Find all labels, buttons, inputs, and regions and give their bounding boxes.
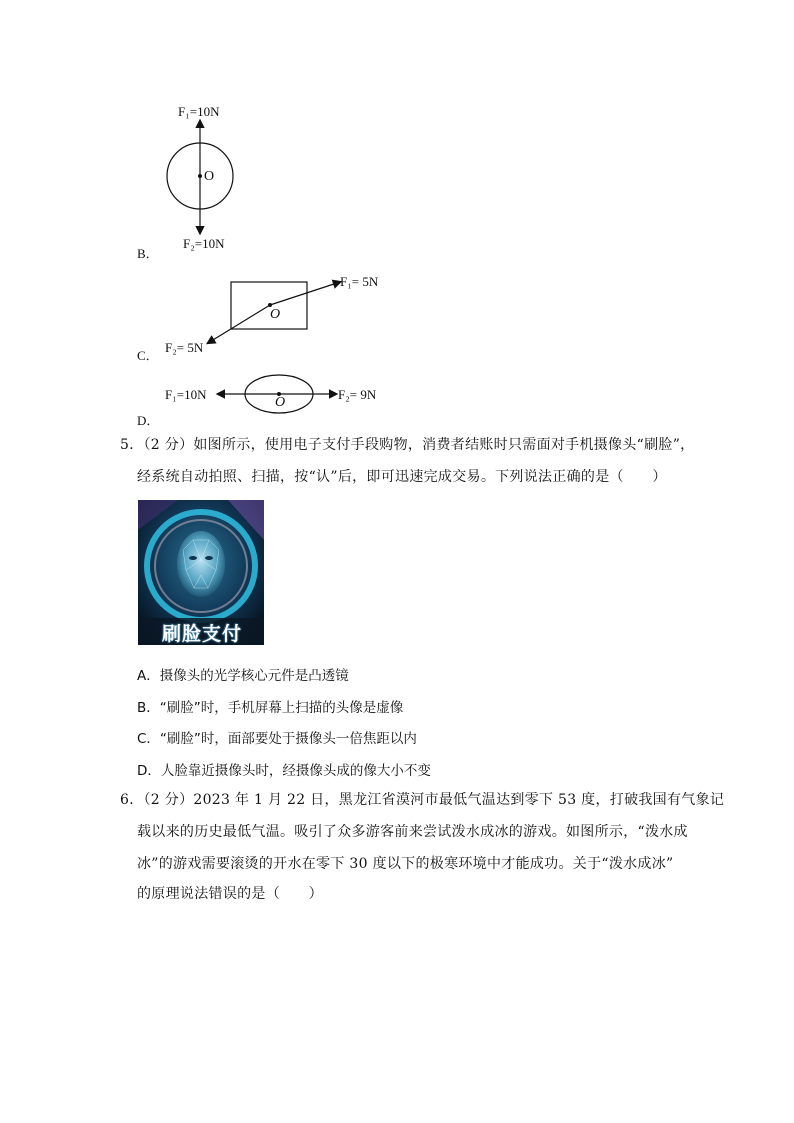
f1-label-d: F₁=10N (165, 387, 207, 402)
f2-label-d: F₂= 9N (338, 387, 377, 402)
question-6-line-4: 的原理说法错误的是（ ） (137, 886, 323, 902)
f1-label-c: F₁= 5N (340, 274, 379, 289)
question-6-line-3: 冰”的游戏需要滚烫的开水在零下 30 度以下的极寒环境中才能成功。关于“泼水成冰” (137, 856, 674, 872)
question-6-line-1: 6．（2 分）2023 年 1 月 22 日，黑龙江省漠河市最低气温达到零下 53 度，打破我国有气象记 (120, 792, 725, 808)
point-o (198, 174, 202, 178)
q5-choice-d: D．人脸靠近摄像头时，经摄像头成的像大小不变 (137, 763, 431, 779)
option-b-letter: B． (137, 246, 159, 261)
q5-choice-b: B．“刷脸”时，手机屏幕上扫描的头像是虚像 (137, 700, 404, 716)
point-label-d: O (275, 395, 286, 410)
point-label-b: O (204, 169, 215, 184)
force-arrow-left-down (208, 305, 270, 343)
q5-choice-a: A．摄像头的光学核心元件是凸透镜 (137, 668, 349, 684)
face-pay-image (138, 500, 264, 645)
face-pay-caption: 刷脸支付 (161, 623, 242, 645)
force-arrow-right-up (270, 282, 340, 305)
point-label-c: O (270, 307, 281, 322)
question-5-line-2: 经系统自动拍照、扫描，按“认”后，即可迅速完成交易。下列说法正确的是（ ） (137, 469, 667, 485)
question-6-line-2: 载以来的历史最低气温。吸引了众多游客前来尝试泼水成冰的游戏。如图所示，“泼水成 (137, 824, 688, 840)
f2-label-b: F₂=10N (183, 236, 225, 251)
f2-label-c: F₂= 5N (165, 340, 204, 355)
option-c-letter: C． (137, 348, 159, 363)
option-d-letter: D． (137, 413, 160, 428)
f1-label-b: F₁=10N (178, 104, 220, 119)
q5-choice-c: C．“刷脸”时，面部要处于摄像头一倍焦距以内 (137, 731, 417, 747)
question-5-line-1: 5．（2 分）如图所示，使用电子支付手段购物，消费者结账时只需面对手机摄像头“刷脸”， (120, 437, 695, 453)
